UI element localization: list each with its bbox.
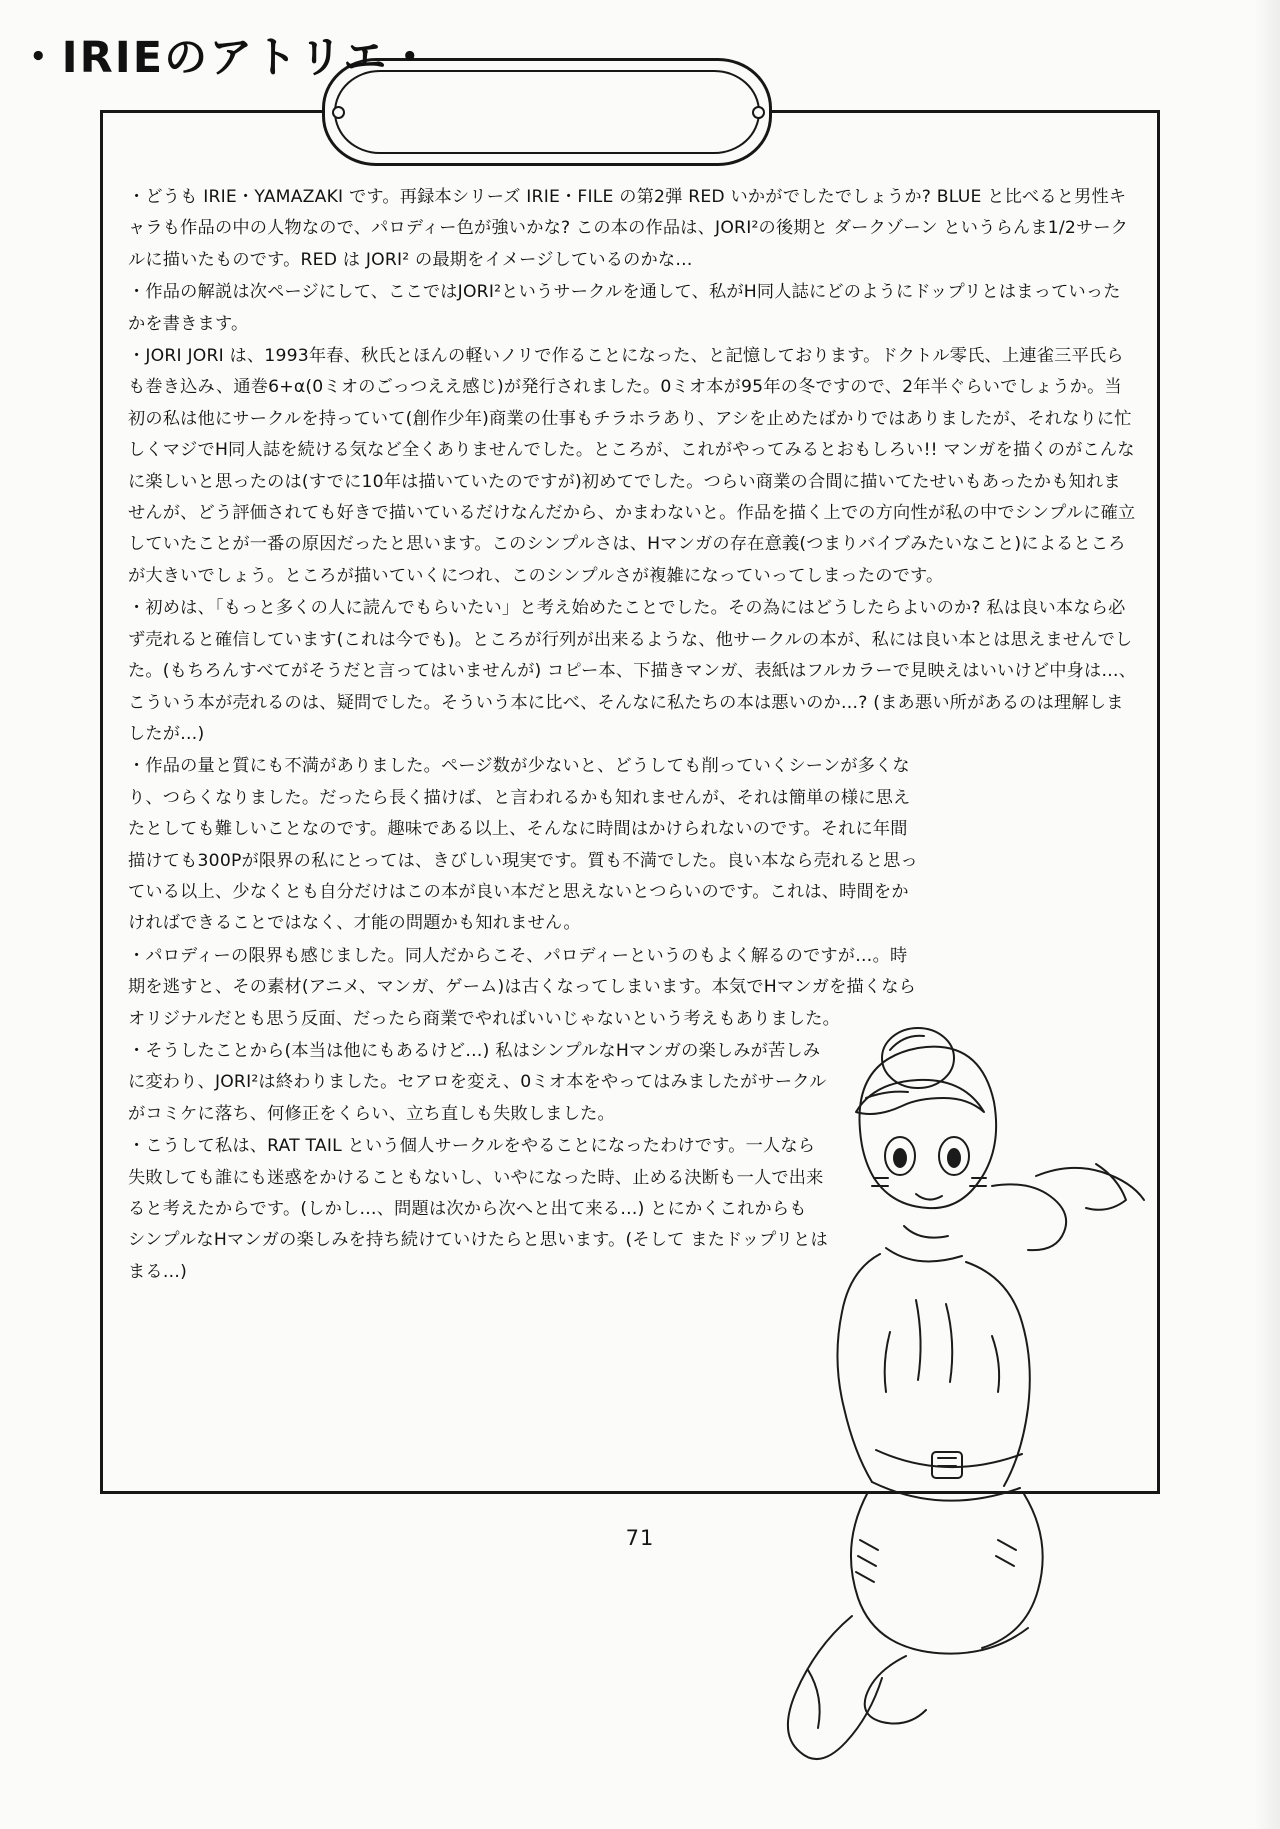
paragraph: ・初めは、「もっと多くの人に読んでもらいたい」と考え始めたことでした。その為にはどうしたらよいのか? 私は良い本なら必ず売れると確信しています(これは今でも)。ところが行列が出来るような、他サークルの本が、私には良い本とは思えませんでした。(もちろんすべてがそうだと言ってはいませんが) コピー本、下描きマンガ、表紙はフルカラーで見映えはいいけど中身は…、こういう本が売れるのは、疑問でした。そういう本に比べ、そんなに私たちの本は悪いのか…? (まあ悪い所があるのは理解しましたが…) (128, 598, 1137, 744)
page-number: 71 (625, 1526, 655, 1550)
paragraph: ・JORI JORI は、1993年春、秋氏とほんの軽いノリで作ることになった、と記憶しております。ドクトル零氏、上連雀三平氏らも巻き込み、通巻6+α(0ミオのごっつええ感じ)が発行されました。0ミオ本が95年の冬ですので、2年半ぐらいでしょうか。当初の私は他にサークルを持っていて(創作少年)商業の仕事もチラホラあり、アシを止めたばかりではありましたが、それなりに忙しくマジでH同人誌を続ける気など全くありませんでした。ところが、これがやってみるとおもしろい!! マンガを描くのがこんなに楽しいと思ったのは(すでに10年は描いていたのですが)初めてでした。つらい商業の合間に描いてたせいもあったかも知れませんが、どう評価されても好きで描いているだけなんだから、かまわないと。作品を描く上での方向性が私の中でシンプルに確立していたことが一番の原因だったと思います。このシンプルさは、Hマンガの存在意義(つまりバイブみたいなこと)によるところが大きいでしょう。ところが描いていくにつれ、このシンプルさが複雑になっていってしまったのです。 (128, 346, 1136, 586)
paragraph: ・作品の解説は次ページにして、ここではJORI²というサークルを通して、私がH同人誌にどのようにドップリとはまっていったかを書きます。 (128, 282, 1121, 334)
plaque-dot-right-icon (752, 106, 765, 119)
paragraph: ・そうしたことから(本当は他にもあるけど…) 私はシンプルなHマンガの楽しみが苦しみに変わり、JORI²は終わりました。セアロを変え、0ミオ本をやってはみましたがサークルがコミケに落ち、何修正をくらい、立ち直しも失敗しました。 (128, 1040, 827, 1124)
paragraph: ・作品の量と質にも不満がありました。ページ数が少ないと、どうしても削っていくシーンが多くなり、つらくなりました。だったら長く描けば、と言われるかも知れませんが、それは簡単の様に思えたとしても難しいことなのです。趣味である以上、そんなに時間はかけられないのです。それに年間描けても300Pが限界の私にとっては、きびしい現実です。質も不満でした。良い本なら売れると思っている以上、少なくとも自分だけはこの本が良い本だと思えないとつらいのです。これは、時間をかければできることではなく、才能の問題かも知れません。 (128, 756, 918, 934)
page-title: ・IRIEのアトリエ・ (16, 32, 434, 83)
paragraph: ・どうも IRIE・YAMAZAKI です。再録本シリーズ IRIE・FILE の第2弾 RED いかがでしたでしょうか? BLUE と比べると男性キャラも作品の中の人物なので、パロディー色が強いかな? この本の作品は、JORI²の後期と ダークゾーン というらんま1/2サークルに描いたものです。RED は JORI² の最期をイメージしているのかな… (128, 187, 1129, 270)
paragraph: ・こうして私は、RAT TAIL という個人サークルをやることになったわけです。一人なら失敗しても誰にも迷惑をかけることもないし、いやになった時、止める決断も一人で出来ると考えたからです。(しかし…、問題は次から次へと出て来る…) とにかくこれからも シンプルなHマンガの楽しみを持ち続けていけたらと思います。(そして またドップリとはまる…) (128, 1136, 828, 1282)
plaque-dot-left-icon (332, 106, 345, 119)
paragraph: ・パロディーの限界も感じました。同人だからこそ、パロディーというのもよく解るのですが…。時期を逃すと、その素材(アニメ、マンガ、ゲーム)は古くなってしまいます。本気でHマンガを描くならオリジナルだとも思う反面、だったら商業でやればいいじゃないという考えもありました。 (128, 945, 917, 1029)
body-text (128, 182, 1138, 1289)
page-edge-shading (1254, 0, 1280, 1829)
